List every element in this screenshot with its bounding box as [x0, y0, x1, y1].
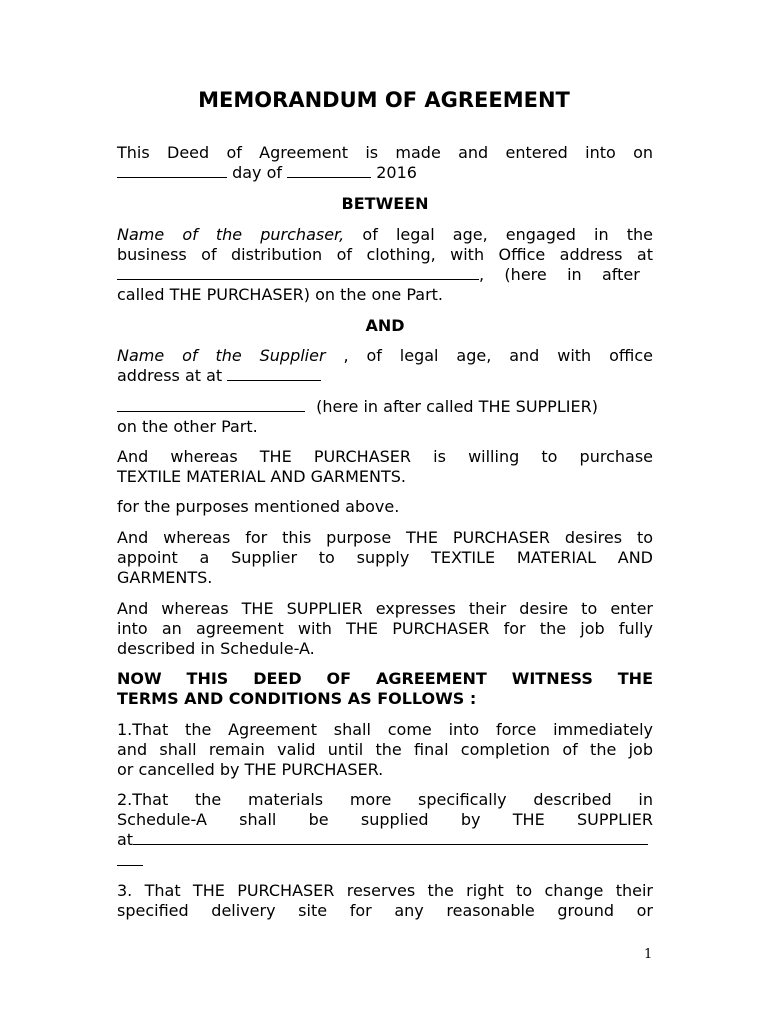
clause2-delivery-blank-2 — [117, 851, 143, 866]
clause2-line-3 — [117, 830, 653, 850]
clause1-line-3: or cancelled by THE PURCHASER. — [117, 760, 384, 779]
supplier-line-2 — [117, 366, 653, 386]
whereas2-line-1: And whereas for this purpose THE PURCHASER desires to — [117, 528, 653, 547]
page-number: 1 — [644, 947, 653, 962]
intro-line-2 — [117, 163, 653, 183]
between-heading: BETWEEN — [341, 194, 429, 213]
purchaser-address-blank — [117, 265, 479, 280]
purchaser-line-1-rest: of legal age, engaged in the — [362, 225, 653, 244]
supplier-line-3 — [117, 397, 653, 417]
supplier-line-1 — [117, 346, 653, 366]
purchaser-line-2: business of distribution of clothing, with Office address at — [117, 245, 653, 264]
clause2-line-2: Schedule-A shall be supplied by THE SUPPLIER — [117, 810, 653, 829]
intro-line-1: This Deed of Agreement is made and entered into on — [117, 143, 653, 162]
whereas3-line-3: described in Schedule-A. — [117, 639, 315, 658]
witness-line-2: TERMS AND CONDITIONS AS FOLLOWS : — [117, 689, 477, 708]
whereas2-line-3: GARMENTS. — [117, 568, 213, 587]
supplier-name-placeholder: Name of the Supplier — [117, 346, 326, 365]
clause3-line-1: 3. That THE PURCHASER reserves the right to change their — [117, 881, 653, 900]
purposes-line: for the purposes mentioned above. — [117, 497, 400, 516]
supplier-line-3-rest: (here in after called THE SUPPLIER) — [316, 397, 598, 416]
clause2-line-4 — [117, 851, 653, 871]
whereas1-line-2: TEXTILE MATERIAL AND GARMENTS. — [117, 467, 407, 486]
whereas1-line-1: And whereas THE PURCHASER is willing to purchase — [117, 447, 653, 466]
date-day-blank — [117, 163, 227, 178]
intro-day-of: day of — [232, 163, 283, 182]
supplier-address-blank-1 — [227, 366, 321, 381]
date-month-blank — [287, 163, 371, 178]
clause2-delivery-blank-1 — [133, 830, 648, 845]
clause1-line-1: 1.That the Agreement shall come into force immediately — [117, 720, 653, 739]
supplier-line-4: on the other Part. — [117, 417, 258, 436]
intro-year: 2016 — [376, 163, 417, 182]
supplier-line-1-rest: , of legal age, and with office — [343, 346, 653, 365]
purchaser-line-1 — [117, 225, 653, 245]
clause3-line-2: specified delivery site for any reasonable ground or — [117, 901, 653, 920]
purchaser-name-placeholder: Name of the purchaser, — [117, 225, 345, 244]
witness-line-1: NOW THIS DEED OF AGREEMENT WITNESS THE — [117, 669, 653, 688]
and-heading: AND — [365, 316, 405, 335]
whereas2-line-2: appoint a Supplier to supply TEXTILE MATERIAL AND — [117, 548, 653, 567]
clause2-at-label: at — [117, 830, 134, 849]
document-title: MEMORANDUM OF AGREEMENT — [198, 88, 570, 112]
clause2-line-1: 2.That the materials more specifically described in — [117, 790, 653, 809]
clause1-line-2: and shall remain valid until the final completion of the job — [117, 740, 653, 759]
purchaser-line-3-rest: , (here in after — [479, 265, 640, 284]
supplier-address-label: address at at — [117, 366, 223, 385]
whereas3-line-1: And whereas THE SUPPLIER expresses their desire to enter — [117, 599, 653, 618]
purchaser-line-4: called THE PURCHASER) on the one Part. — [117, 285, 444, 304]
whereas3-line-2: into an agreement with THE PURCHASER for the job fully — [117, 619, 653, 638]
supplier-address-blank-2 — [117, 397, 305, 412]
purchaser-line-3 — [117, 265, 653, 285]
